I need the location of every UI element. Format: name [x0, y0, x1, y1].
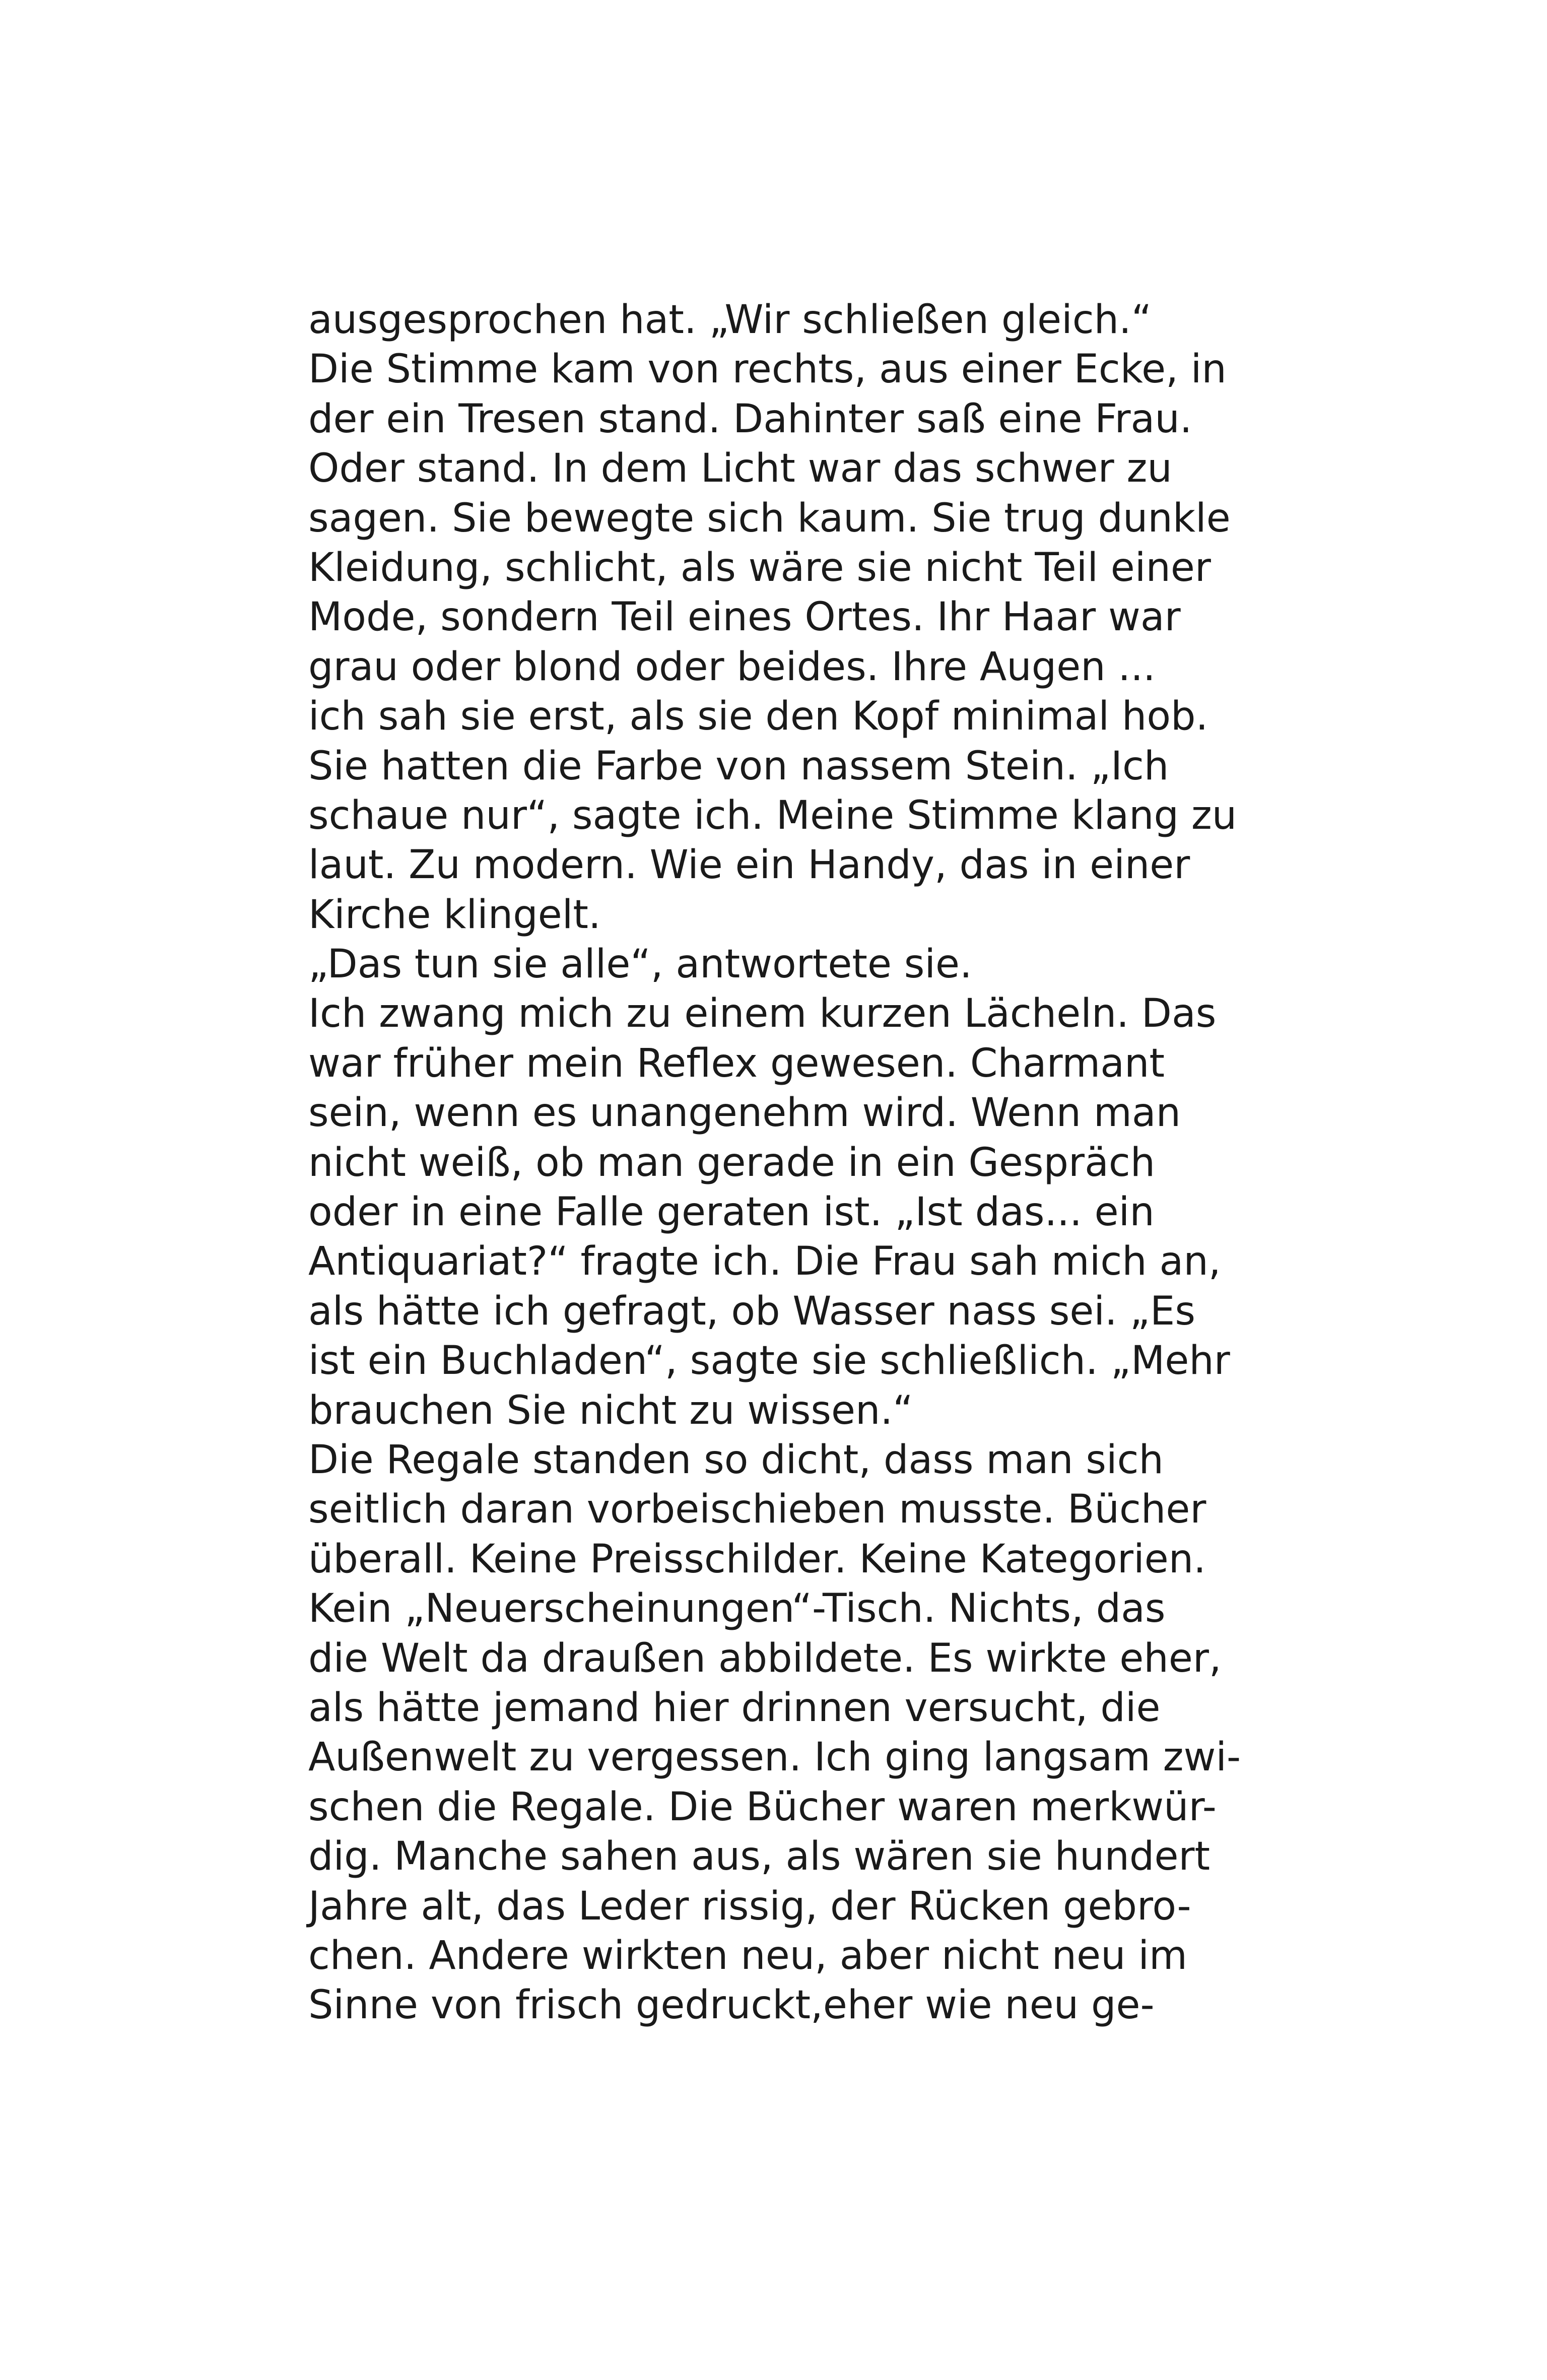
text-line: ich sah sie erst, als sie den Kopf minimal hob.: [308, 694, 1208, 740]
text-line: nicht weiß, ob man gerade in ein Gespräch: [308, 1140, 1156, 1185]
text-line: Oder stand. In dem Licht war das schwer zu: [308, 446, 1172, 492]
text-line: sagen. Sie bewegte sich kaum. Sie trug dunkle: [308, 495, 1231, 541]
text-line: chen. Andere wirkten neu, aber nicht neu im: [308, 1933, 1187, 1978]
text-line: Außenwelt zu vergessen. Ich ging langsam zwi-: [308, 1735, 1241, 1780]
text-line: ist ein Buchladen“, sagte sie schließlich. „Mehr: [308, 1338, 1230, 1384]
text-line: Die Regale standen so dicht, dass man sich: [308, 1437, 1164, 1483]
text-line: die Welt da draußen abbildete. Es wirkte eher,: [308, 1635, 1222, 1681]
text-line: Antiquariat?“ fragte ich. Die Frau sah mich an,: [308, 1239, 1221, 1285]
text-line: der ein Tresen stand. Dahinter saß eine Frau.: [308, 396, 1192, 442]
text-line: Kirche klingelt.: [308, 892, 601, 938]
text-line: Jahre alt, das Leder rissig, der Rücken gebro-: [308, 1883, 1191, 1929]
text-line: dig. Manche sahen aus, als wären sie hundert: [308, 1834, 1210, 1880]
text-line: ausgesprochen hat. „Wir schließen gleich.“: [308, 297, 1152, 343]
text-line: Kleidung, schlicht, als wäre sie nicht Teil einer: [308, 545, 1211, 590]
text-line: „Das tun sie alle“, antwortete sie.: [308, 942, 972, 987]
text-line: laut. Zu modern. Wie ein Handy, das in einer: [308, 842, 1190, 888]
text-line: Mode, sondern Teil eines Ortes. Ihr Haar war: [308, 594, 1181, 640]
text-line: Sinne von frisch gedruckt,eher wie neu ge-: [308, 1982, 1155, 2028]
text-line: brauchen Sie nicht zu wissen.“: [308, 1387, 913, 1433]
text-line: überall. Keine Preisschilder. Keine Kategorien.: [308, 1536, 1206, 1582]
text-line: sein, wenn es unangenehm wird. Wenn man: [308, 1090, 1181, 1136]
text-line: war früher mein Reflex gewesen. Charmant: [308, 1040, 1165, 1086]
text-line: seitlich daran vorbeischieben musste. Bücher: [308, 1487, 1206, 1533]
text-line: grau oder blond oder beides. Ihre Augen ...: [308, 644, 1156, 690]
text-line: Kein „Neuerscheinungen“-Tisch. Nichts, das: [308, 1586, 1166, 1632]
text-line: Sie hatten die Farbe von nassem Stein. „Ich: [308, 743, 1169, 789]
text-line: Die Stimme kam von rechts, aus einer Ecke, in: [308, 347, 1227, 392]
text-line: schaue nur“, sagte ich. Meine Stimme klang zu: [308, 792, 1237, 838]
text-line: Ich zwang mich zu einem kurzen Lächeln. Das: [308, 991, 1217, 1037]
text-line: oder in eine Falle geraten ist. „Ist das... ein: [308, 1189, 1155, 1235]
text-line: als hätte jemand hier drinnen versucht, die: [308, 1685, 1161, 1731]
text-line: als hätte ich gefragt, ob Wasser nass sei. „Es: [308, 1288, 1195, 1334]
body-text: [308, 295, 1245, 2030]
text-line: schen die Regale. Die Bücher waren merkwür-: [308, 1784, 1217, 1830]
